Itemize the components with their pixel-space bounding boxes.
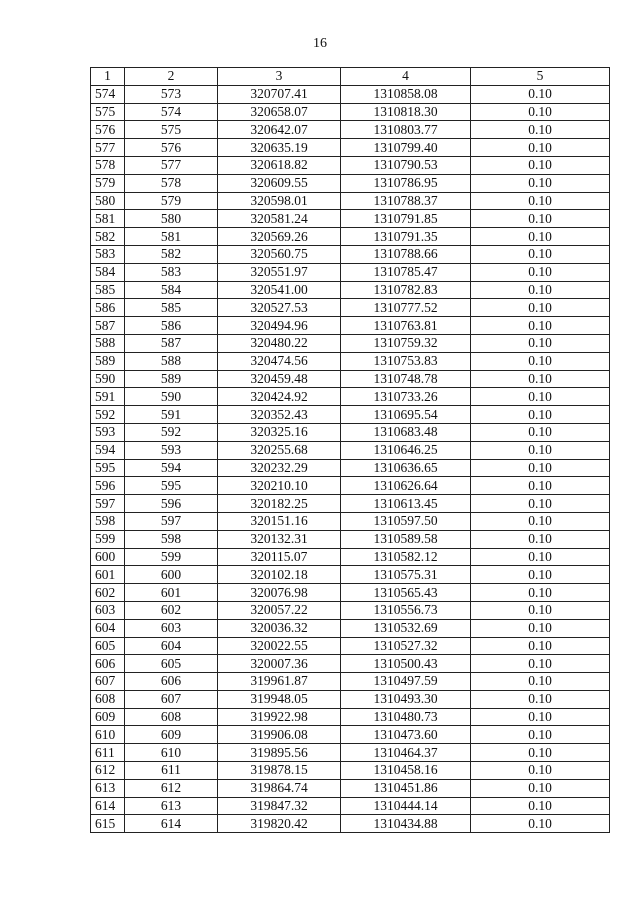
table-cell: 577 xyxy=(125,156,218,174)
table-cell: 319878.15 xyxy=(218,762,341,780)
table-cell: 0.10 xyxy=(471,690,610,708)
table-row xyxy=(91,317,610,335)
table-cell: 582 xyxy=(125,245,218,263)
table-cell: 320707.41 xyxy=(218,85,341,103)
table-cell: 603 xyxy=(91,601,125,619)
table-cell: 583 xyxy=(125,263,218,281)
table-cell: 320102.18 xyxy=(218,566,341,584)
table-cell: 320480.22 xyxy=(218,334,341,352)
table-row xyxy=(91,566,610,584)
column-header: 2 xyxy=(125,68,218,86)
table-cell: 320642.07 xyxy=(218,121,341,139)
table-cell: 320569.26 xyxy=(218,228,341,246)
table-cell: 602 xyxy=(125,601,218,619)
table-cell: 1310497.59 xyxy=(341,673,471,691)
table-row xyxy=(91,85,610,103)
table-cell: 320494.96 xyxy=(218,317,341,335)
table-cell: 586 xyxy=(91,299,125,317)
table-cell: 1310636.65 xyxy=(341,459,471,477)
table-cell: 1310582.12 xyxy=(341,548,471,566)
table-cell: 0.10 xyxy=(471,245,610,263)
table-cell: 611 xyxy=(125,762,218,780)
table-cell: 602 xyxy=(91,584,125,602)
table-row xyxy=(91,673,610,691)
table-cell: 0.10 xyxy=(471,744,610,762)
table-cell: 1310790.53 xyxy=(341,156,471,174)
table-cell: 320527.53 xyxy=(218,299,341,317)
table-cell: 580 xyxy=(91,192,125,210)
table-cell: 601 xyxy=(91,566,125,584)
table-cell: 613 xyxy=(125,797,218,815)
table-cell: 609 xyxy=(91,708,125,726)
table-cell: 0.10 xyxy=(471,423,610,441)
table-row xyxy=(91,619,610,637)
table-cell: 0.10 xyxy=(471,619,610,637)
table-cell: 320057.22 xyxy=(218,601,341,619)
table-cell: 0.10 xyxy=(471,655,610,673)
table-cell: 585 xyxy=(125,299,218,317)
table-cell: 320560.75 xyxy=(218,245,341,263)
table-cell: 1310613.45 xyxy=(341,495,471,513)
table-cell: 600 xyxy=(91,548,125,566)
table-cell: 574 xyxy=(91,85,125,103)
table-cell: 0.10 xyxy=(471,726,610,744)
table-cell: 612 xyxy=(91,762,125,780)
table-cell: 320022.55 xyxy=(218,637,341,655)
table-cell: 0.10 xyxy=(471,192,610,210)
table-cell: 592 xyxy=(91,406,125,424)
table-cell: 578 xyxy=(91,156,125,174)
table-cell: 1310493.30 xyxy=(341,690,471,708)
table-cell: 584 xyxy=(91,263,125,281)
table-cell: 0.10 xyxy=(471,85,610,103)
table-cell: 319847.32 xyxy=(218,797,341,815)
table-cell: 604 xyxy=(125,637,218,655)
table-cell: 320635.19 xyxy=(218,139,341,157)
table-cell: 0.10 xyxy=(471,281,610,299)
table-cell: 0.10 xyxy=(471,174,610,192)
table-cell: 1310858.08 xyxy=(341,85,471,103)
table-cell: 320036.32 xyxy=(218,619,341,637)
table-cell: 0.10 xyxy=(471,228,610,246)
table-cell: 608 xyxy=(125,708,218,726)
table-cell: 595 xyxy=(125,477,218,495)
table-cell: 578 xyxy=(125,174,218,192)
table-cell: 320007.36 xyxy=(218,655,341,673)
table-cell: 1310646.25 xyxy=(341,441,471,459)
table-cell: 1310791.35 xyxy=(341,228,471,246)
table-cell: 320352.43 xyxy=(218,406,341,424)
table-cell: 575 xyxy=(125,121,218,139)
table-cell: 585 xyxy=(91,281,125,299)
table-cell: 590 xyxy=(125,388,218,406)
table-cell: 1310500.43 xyxy=(341,655,471,673)
table-cell: 612 xyxy=(125,779,218,797)
table-cell: 611 xyxy=(91,744,125,762)
table-cell: 577 xyxy=(91,139,125,157)
table-row xyxy=(91,174,610,192)
table-cell: 1310458.16 xyxy=(341,762,471,780)
table-cell: 1310748.78 xyxy=(341,370,471,388)
table-cell: 1310803.77 xyxy=(341,121,471,139)
table-cell: 1310785.47 xyxy=(341,263,471,281)
table-cell: 320581.24 xyxy=(218,210,341,228)
table-cell: 0.10 xyxy=(471,459,610,477)
table-cell: 1310683.48 xyxy=(341,423,471,441)
table-row xyxy=(91,334,610,352)
table-row xyxy=(91,637,610,655)
table-row xyxy=(91,406,610,424)
table-cell: 0.10 xyxy=(471,263,610,281)
table-cell: 606 xyxy=(91,655,125,673)
table-cell: 592 xyxy=(125,423,218,441)
table-row xyxy=(91,139,610,157)
table-cell: 575 xyxy=(91,103,125,121)
table-cell: 615 xyxy=(91,815,125,833)
table-cell: 320232.29 xyxy=(218,459,341,477)
table-row xyxy=(91,548,610,566)
table-row xyxy=(91,744,610,762)
column-header: 3 xyxy=(218,68,341,86)
table-cell: 576 xyxy=(125,139,218,157)
table-cell: 1310786.95 xyxy=(341,174,471,192)
table-cell: 0.10 xyxy=(471,299,610,317)
table-cell: 597 xyxy=(125,512,218,530)
table-cell: 320609.55 xyxy=(218,174,341,192)
table-cell: 1310799.40 xyxy=(341,139,471,157)
table-cell: 0.10 xyxy=(471,584,610,602)
table-cell: 597 xyxy=(91,495,125,513)
table-cell: 1310788.37 xyxy=(341,192,471,210)
table-cell: 320658.07 xyxy=(218,103,341,121)
table-cell: 0.10 xyxy=(471,762,610,780)
table-cell: 319864.74 xyxy=(218,779,341,797)
table-cell: 320255.68 xyxy=(218,441,341,459)
table-cell: 580 xyxy=(125,210,218,228)
table-cell: 0.10 xyxy=(471,637,610,655)
table-cell: 320551.97 xyxy=(218,263,341,281)
table-cell: 598 xyxy=(91,512,125,530)
table-row xyxy=(91,584,610,602)
table-cell: 0.10 xyxy=(471,815,610,833)
table-row xyxy=(91,441,610,459)
coordinates-table xyxy=(90,67,610,833)
table-row xyxy=(91,388,610,406)
table-cell: 574 xyxy=(125,103,218,121)
table-cell: 581 xyxy=(91,210,125,228)
table-cell: 591 xyxy=(125,406,218,424)
table-cell: 595 xyxy=(91,459,125,477)
table-cell: 0.10 xyxy=(471,139,610,157)
table-cell: 594 xyxy=(125,459,218,477)
table-cell: 1310527.32 xyxy=(341,637,471,655)
table-cell: 607 xyxy=(91,673,125,691)
table-row xyxy=(91,210,610,228)
table-row xyxy=(91,281,610,299)
table-cell: 0.10 xyxy=(471,797,610,815)
table-cell: 1310451.86 xyxy=(341,779,471,797)
table-row xyxy=(91,708,610,726)
table-cell: 579 xyxy=(91,174,125,192)
table-cell: 588 xyxy=(125,352,218,370)
table-row xyxy=(91,121,610,139)
table-cell: 588 xyxy=(91,334,125,352)
table-cell: 607 xyxy=(125,690,218,708)
table-cell: 1310575.31 xyxy=(341,566,471,584)
table-cell: 601 xyxy=(125,584,218,602)
table-row xyxy=(91,797,610,815)
table-cell: 320424.92 xyxy=(218,388,341,406)
table-row xyxy=(91,512,610,530)
table-cell: 319922.98 xyxy=(218,708,341,726)
table-cell: 319961.87 xyxy=(218,673,341,691)
table-cell: 0.10 xyxy=(471,708,610,726)
table-cell: 606 xyxy=(125,673,218,691)
table-cell: 605 xyxy=(91,637,125,655)
column-header: 4 xyxy=(341,68,471,86)
table-cell: 319895.56 xyxy=(218,744,341,762)
page-number: 16 xyxy=(313,36,327,51)
table-row xyxy=(91,156,610,174)
table-cell: 0.10 xyxy=(471,388,610,406)
table-row xyxy=(91,352,610,370)
table-row xyxy=(91,423,610,441)
table-cell: 1310565.43 xyxy=(341,584,471,602)
table-cell: 604 xyxy=(91,619,125,637)
table-cell: 587 xyxy=(125,334,218,352)
table-cell: 320474.56 xyxy=(218,352,341,370)
table-cell: 320459.48 xyxy=(218,370,341,388)
table-cell: 0.10 xyxy=(471,548,610,566)
table-cell: 1310777.52 xyxy=(341,299,471,317)
table-cell: 582 xyxy=(91,228,125,246)
table-cell: 0.10 xyxy=(471,121,610,139)
table-cell: 591 xyxy=(91,388,125,406)
table-cell: 320541.00 xyxy=(218,281,341,299)
table-row xyxy=(91,245,610,263)
table-cell: 589 xyxy=(91,352,125,370)
table-cell: 1310763.81 xyxy=(341,317,471,335)
column-header: 1 xyxy=(91,68,125,86)
table-cell: 0.10 xyxy=(471,156,610,174)
table-cell: 576 xyxy=(91,121,125,139)
table-cell: 605 xyxy=(125,655,218,673)
table-cell: 0.10 xyxy=(471,334,610,352)
table-cell: 1310532.69 xyxy=(341,619,471,637)
table-cell: 1310556.73 xyxy=(341,601,471,619)
table-cell: 598 xyxy=(125,530,218,548)
table-row xyxy=(91,762,610,780)
table-cell: 613 xyxy=(91,779,125,797)
column-header: 5 xyxy=(471,68,610,86)
table-cell: 0.10 xyxy=(471,370,610,388)
table-cell: 1310597.50 xyxy=(341,512,471,530)
table-row xyxy=(91,370,610,388)
table-cell: 320182.25 xyxy=(218,495,341,513)
table-cell: 603 xyxy=(125,619,218,637)
table-cell: 0.10 xyxy=(471,495,610,513)
table-cell: 1310788.66 xyxy=(341,245,471,263)
table-row xyxy=(91,477,610,495)
table-cell: 320598.01 xyxy=(218,192,341,210)
table-cell: 320115.07 xyxy=(218,548,341,566)
table-cell: 1310464.37 xyxy=(341,744,471,762)
table-cell: 589 xyxy=(125,370,218,388)
table-cell: 0.10 xyxy=(471,103,610,121)
table-cell: 614 xyxy=(91,797,125,815)
table-row xyxy=(91,601,610,619)
table-cell: 1310589.58 xyxy=(341,530,471,548)
table-row xyxy=(91,726,610,744)
table-cell: 0.10 xyxy=(471,210,610,228)
table-cell: 320151.16 xyxy=(218,512,341,530)
table-cell: 596 xyxy=(91,477,125,495)
table-cell: 319820.42 xyxy=(218,815,341,833)
table-cell: 614 xyxy=(125,815,218,833)
table-cell: 594 xyxy=(91,441,125,459)
table-cell: 1310444.14 xyxy=(341,797,471,815)
table-cell: 320210.10 xyxy=(218,477,341,495)
table-cell: 0.10 xyxy=(471,317,610,335)
table-cell: 0.10 xyxy=(471,566,610,584)
table-row xyxy=(91,779,610,797)
table-cell: 320132.31 xyxy=(218,530,341,548)
table-cell: 320325.16 xyxy=(218,423,341,441)
table-cell: 1310759.32 xyxy=(341,334,471,352)
table-cell: 319906.08 xyxy=(218,726,341,744)
table-cell: 600 xyxy=(125,566,218,584)
table-cell: 1310791.85 xyxy=(341,210,471,228)
table-cell: 1310782.83 xyxy=(341,281,471,299)
table-cell: 573 xyxy=(125,85,218,103)
table-cell: 583 xyxy=(91,245,125,263)
table-cell: 584 xyxy=(125,281,218,299)
table-row xyxy=(91,690,610,708)
table-cell: 0.10 xyxy=(471,512,610,530)
table-row xyxy=(91,459,610,477)
table-cell: 1310626.64 xyxy=(341,477,471,495)
table-cell: 579 xyxy=(125,192,218,210)
table-cell: 610 xyxy=(125,744,218,762)
table-cell: 599 xyxy=(91,530,125,548)
table-cell: 319948.05 xyxy=(218,690,341,708)
table-cell: 609 xyxy=(125,726,218,744)
table-cell: 1310480.73 xyxy=(341,708,471,726)
table-cell: 596 xyxy=(125,495,218,513)
table-cell: 0.10 xyxy=(471,779,610,797)
table-row xyxy=(91,228,610,246)
table-cell: 593 xyxy=(91,423,125,441)
table-cell: 586 xyxy=(125,317,218,335)
table-cell: 0.10 xyxy=(471,530,610,548)
table-cell: 0.10 xyxy=(471,673,610,691)
table-cell: 320076.98 xyxy=(218,584,341,602)
table-cell: 599 xyxy=(125,548,218,566)
table-cell: 320618.82 xyxy=(218,156,341,174)
table-cell: 1310818.30 xyxy=(341,103,471,121)
table-cell: 587 xyxy=(91,317,125,335)
table-cell: 608 xyxy=(91,690,125,708)
table-row xyxy=(91,299,610,317)
table-cell: 0.10 xyxy=(471,477,610,495)
table-cell: 581 xyxy=(125,228,218,246)
table-cell: 590 xyxy=(91,370,125,388)
table-row xyxy=(91,192,610,210)
table-row xyxy=(91,495,610,513)
table-cell: 0.10 xyxy=(471,601,610,619)
table-body xyxy=(91,85,610,832)
table-cell: 1310434.88 xyxy=(341,815,471,833)
table-cell: 0.10 xyxy=(471,406,610,424)
table-row xyxy=(91,655,610,673)
table-cell: 1310695.54 xyxy=(341,406,471,424)
table-cell: 0.10 xyxy=(471,352,610,370)
table-row xyxy=(91,815,610,833)
table-cell: 1310733.26 xyxy=(341,388,471,406)
table-cell: 1310473.60 xyxy=(341,726,471,744)
table-row xyxy=(91,103,610,121)
table-row xyxy=(91,263,610,281)
table-cell: 610 xyxy=(91,726,125,744)
table-cell: 1310753.83 xyxy=(341,352,471,370)
table-cell: 0.10 xyxy=(471,441,610,459)
table-row xyxy=(91,530,610,548)
table-cell: 593 xyxy=(125,441,218,459)
table-header-row xyxy=(91,68,610,86)
